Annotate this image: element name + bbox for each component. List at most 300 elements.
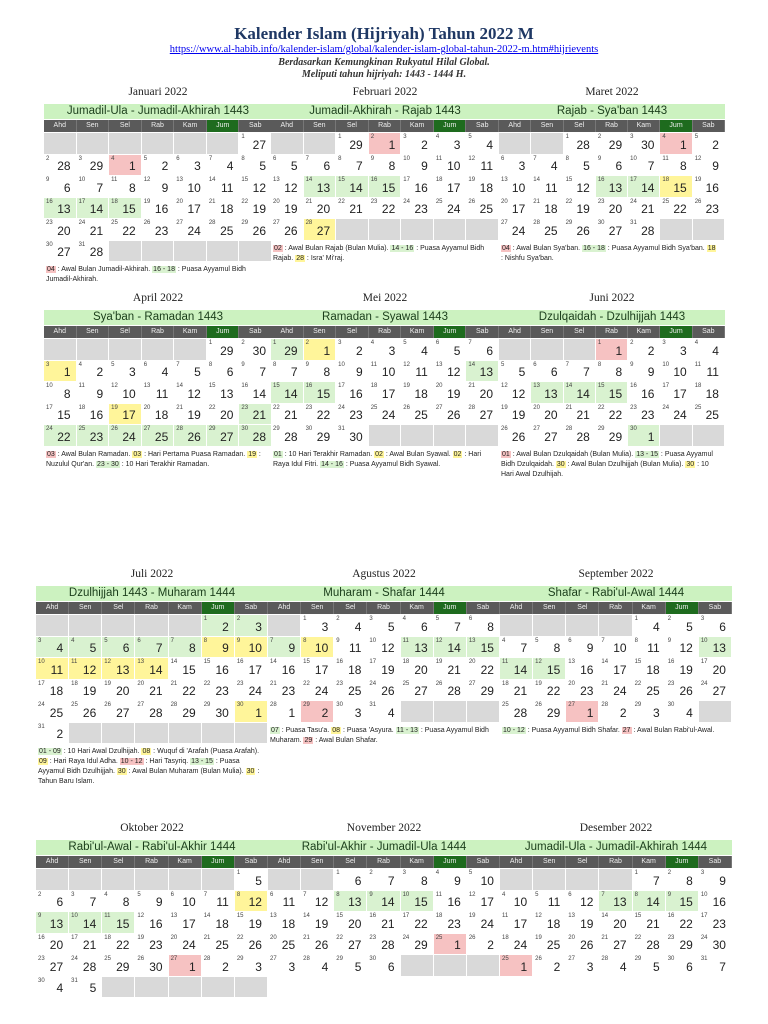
day-cell [531, 219, 563, 241]
hijri-day: 3 [129, 365, 136, 379]
hijri-day: 23 [281, 684, 296, 698]
gregorian-day: 30 [305, 426, 313, 432]
gregorian-day: 1 [336, 870, 340, 876]
day-cell [301, 955, 334, 977]
gregorian-day: 24 [402, 934, 410, 941]
gregorian-day: 26 [104, 702, 111, 708]
gregorian-day: 24 [71, 956, 78, 962]
gregorian-day: 25 [78, 426, 86, 432]
day-cell [235, 658, 268, 680]
gregorian-day: 15 [634, 659, 642, 665]
day-cell [169, 912, 202, 934]
hijri-day: 10 [673, 365, 687, 379]
day-cell [564, 133, 596, 155]
day-cell [633, 891, 666, 913]
hijri-day: 3 [586, 959, 594, 974]
day-cell [44, 382, 77, 404]
note-segment: : Awal Bulan Jumadil-Akhirah. [55, 266, 153, 273]
hijri-day: 5 [89, 641, 97, 655]
day-cell [77, 404, 110, 426]
gregorian-day: 16 [369, 913, 377, 919]
gregorian-day: 20 [568, 680, 575, 687]
hijri-day: 30 [149, 959, 163, 974]
hijri-day: 23 [580, 684, 594, 698]
hijri-day: 21 [447, 662, 461, 677]
day-cell [660, 404, 692, 426]
gregorian-day: 17 [700, 659, 708, 665]
day-cell [499, 198, 531, 220]
hijri-day: 13 [608, 180, 623, 195]
day-cell [566, 637, 599, 659]
hijri-day: 13 [316, 180, 331, 195]
weekday-label: Kam [628, 326, 660, 338]
gregorian-day: 21 [601, 934, 609, 941]
day-cell [301, 891, 334, 913]
hijri-day: 3 [653, 705, 660, 720]
gregorian-day: 11 [502, 659, 509, 665]
day-cell [235, 637, 268, 659]
day-cell [699, 912, 732, 934]
hijri-day: 26 [248, 938, 262, 952]
gregorian-day: 2 [38, 891, 42, 898]
empty-cell [271, 133, 304, 155]
hijri-day: 19 [284, 202, 298, 216]
hijri-day: 10 [480, 873, 494, 888]
gregorian-day: 21 [208, 198, 216, 205]
day-cell [699, 955, 732, 977]
hijri-day: 25 [154, 429, 169, 444]
day-cell [102, 680, 135, 702]
day-cell [174, 425, 207, 447]
hijri-day: 7 [653, 873, 660, 888]
day-cell [564, 176, 596, 198]
day-cell [466, 382, 499, 404]
empty-cell [466, 219, 499, 241]
day-cell [202, 680, 235, 702]
gregorian-day: 5 [403, 340, 407, 346]
day-cell [235, 701, 268, 723]
gregorian-day: 29 [208, 426, 216, 432]
weekday-header [44, 326, 272, 338]
note-segment: 13 - 15 [191, 758, 213, 765]
day-cell [336, 176, 369, 198]
note-segment: : Awal Bulan Sya'ban. [510, 244, 583, 252]
hijri-day: 26 [314, 938, 329, 952]
note-segment: 02 [274, 244, 282, 252]
weekday-label: Sen [77, 120, 110, 132]
hijri-day: 27 [348, 938, 362, 952]
hijri-day: 16 [215, 662, 229, 677]
day-cell [564, 404, 596, 426]
hijri-day: 14 [149, 662, 163, 677]
weekday-header [268, 856, 500, 868]
day-cell [499, 155, 531, 177]
day-cell [533, 934, 566, 956]
gregorian-day: 21 [305, 198, 313, 205]
note-segment: : Nishfu Sya'ban. [501, 254, 554, 262]
note-segment: 13 - 15 [636, 450, 658, 458]
hijri-day: 26 [82, 705, 97, 720]
hijri-day: 14 [349, 180, 363, 195]
day-cell [69, 891, 102, 913]
empty-cell [135, 723, 168, 745]
note-segment: : 10 Hari Awal Dzulhijah. [501, 460, 709, 478]
day-grid [499, 339, 725, 447]
hijri-day: 18 [705, 386, 719, 401]
weekday-label: Rab [599, 602, 632, 614]
gregorian-day: 3 [403, 134, 407, 140]
hijri-day: 16 [580, 662, 594, 677]
gregorian-day: 11 [71, 659, 78, 665]
day-cell [401, 934, 434, 956]
gregorian-day: 17 [700, 913, 708, 919]
day-cell [69, 912, 102, 934]
gregorian-day: 13 [435, 361, 443, 368]
hijri-day: 18 [544, 202, 558, 216]
empty-cell [566, 615, 599, 637]
hijri-day: 28 [641, 223, 655, 238]
month-name: Januari 2022 [128, 86, 188, 98]
gregorian-day: 11 [111, 177, 118, 183]
day-cell [334, 869, 367, 891]
day-cell [628, 425, 660, 447]
hijri-day: 11 [348, 641, 362, 655]
gregorian-day: 10 [700, 891, 708, 898]
hijri-day: 15 [414, 895, 428, 909]
note-segment: : Puasa Ayyamul Bidh Dzulhijjah. [38, 758, 240, 775]
weekday-label: Jum [666, 602, 699, 614]
month-block [271, 86, 499, 286]
day-cell [693, 361, 725, 383]
day-cell [533, 658, 566, 680]
hijri-day: 7 [387, 873, 395, 888]
day-cell [109, 361, 142, 383]
gregorian-day: 20 [468, 659, 476, 665]
day-cell [301, 637, 334, 659]
gregorian-day: 13 [176, 177, 183, 183]
hijri-day: 24 [381, 408, 396, 422]
weekday-label: Kam [401, 856, 434, 868]
weekday-label: Sel [564, 326, 596, 338]
note-segment: 01 - 09 [39, 748, 61, 755]
note-segment: 18 [707, 244, 716, 252]
weekday-label: Sen [304, 326, 337, 338]
hijri-day: 24 [511, 223, 526, 238]
day-cell [599, 658, 632, 680]
hijri-day: 3 [388, 343, 396, 358]
empty-cell [336, 219, 369, 241]
gregorian-day: 28 [601, 956, 609, 962]
weekday-label: Rab [142, 120, 175, 132]
gregorian-day: 26 [435, 680, 443, 687]
empty-cell [69, 723, 102, 745]
day-grid [44, 133, 272, 262]
day-cell [174, 361, 207, 383]
hijri-day: 2 [356, 343, 363, 358]
day-grid [36, 615, 268, 744]
day-cell [666, 637, 699, 659]
hijri-day: 12 [511, 386, 526, 401]
hijri-day: 9 [719, 873, 726, 888]
month-block [44, 86, 272, 286]
hijri-day: 7 [454, 619, 461, 634]
hijri-day: 27 [57, 245, 71, 259]
weekday-label: Rab [135, 602, 168, 614]
day-cell [271, 176, 304, 198]
day-cell [466, 133, 499, 155]
day-cell [207, 198, 240, 220]
gregorian-day: 2 [46, 155, 50, 162]
hijri-day: 26 [187, 429, 201, 444]
hijri-day: 18 [154, 408, 169, 422]
hijri-day: 27 [479, 408, 493, 422]
hijri-day: 11 [706, 365, 719, 379]
day-cell [367, 934, 400, 956]
day-cell [77, 382, 110, 404]
day-cell [135, 891, 168, 913]
day-grid [271, 339, 499, 447]
weekday-label: Kam [401, 326, 434, 338]
hijri-day: 17 [511, 202, 526, 216]
day-cell [304, 176, 337, 198]
day-grid [36, 869, 268, 998]
day-cell [693, 404, 725, 426]
hijri-day: 4 [321, 959, 329, 974]
weekday-header [44, 120, 272, 132]
empty-cell [434, 425, 467, 447]
gregorian-day: 13 [170, 913, 178, 919]
weekday-label: Jum [666, 856, 699, 868]
hijri-range: Dzulqaidah - Dzulhijjah 1443 [499, 310, 725, 325]
hijri-day: 9 [647, 365, 655, 379]
day-cell [69, 680, 102, 702]
gregorian-day: 10 [38, 659, 45, 665]
hijri-day: 23 [447, 916, 461, 931]
day-cell [599, 680, 632, 702]
hijri-day: 12 [447, 365, 461, 379]
gregorian-day: 9 [667, 891, 672, 898]
hijri-day: 25 [414, 408, 428, 422]
day-cell [69, 955, 102, 977]
hijri-day: 13 [613, 895, 627, 909]
gregorian-day: 8 [338, 155, 342, 162]
hijri-day: 4 [421, 343, 428, 358]
day-cell [666, 701, 699, 723]
gregorian-day: 15 [336, 913, 343, 919]
gregorian-day: 24 [403, 198, 410, 205]
day-cell [500, 955, 533, 977]
weekday-header [36, 602, 268, 614]
gregorian-day: 1 [597, 340, 602, 346]
hijri-day: 28 [57, 159, 71, 173]
hijri-day: 4 [712, 343, 719, 358]
weekday-label: Sel [336, 326, 369, 338]
day-cell [434, 934, 467, 956]
gregorian-day: 21 [533, 198, 540, 205]
month-name: Maret 2022 [585, 86, 639, 98]
weekday-label: Sab [239, 326, 272, 338]
weekday-label: Sel [334, 856, 367, 868]
gregorian-day: 17 [630, 177, 637, 183]
day-cell [467, 680, 500, 702]
day-cell [666, 912, 699, 934]
gregorian-day: 28 [208, 220, 216, 226]
day-grid [500, 615, 732, 723]
day-cell [36, 701, 69, 723]
day-cell [109, 155, 142, 177]
hijri-day: 20 [712, 662, 726, 677]
empty-cell [434, 219, 467, 241]
gregorian-day: 15 [273, 383, 280, 389]
gregorian-day: 7 [208, 155, 213, 162]
note-segment: : Puasa Ayyamul Bidh Sya'ban. [605, 244, 707, 252]
weekday-label: Ahd [271, 326, 304, 338]
hijri-day: 1 [129, 159, 136, 173]
gregorian-day: 6 [468, 616, 473, 622]
note-segment: 10 - 12 [503, 726, 525, 734]
source-link[interactable]: https://www.al-habib.info/kalender-islam/global/kalender-islam-global-tahun-2022-m.htm#hijrievents [169, 44, 599, 55]
hijri-day: 6 [550, 365, 558, 379]
gregorian-day: 10 [338, 361, 345, 368]
note-segment: : 10 Hari Terakhir Ramadan. [282, 450, 375, 458]
note-segment: 30 [246, 768, 255, 775]
hijri-day: 11 [415, 365, 428, 379]
day-cell [596, 361, 628, 383]
day-cell [336, 404, 369, 426]
month-block [499, 292, 725, 492]
gregorian-day: 4 [111, 155, 115, 162]
weekday-header [271, 326, 499, 338]
gregorian-day: 4 [662, 134, 666, 140]
day-cell [566, 680, 599, 702]
empty-cell [401, 701, 434, 723]
gregorian-day: 18 [502, 680, 509, 687]
hijri-day: 30 [215, 705, 229, 720]
month-name: April 2022 [132, 292, 184, 304]
day-cell [169, 701, 202, 723]
note-segment: : 10 Hari Terakhir Ramadan. [119, 460, 210, 468]
day-cell [533, 680, 566, 702]
hijri-day: 14 [89, 202, 104, 216]
hijri-day: 23 [149, 938, 163, 952]
gregorian-day: 4 [71, 637, 75, 644]
day-cell [301, 658, 334, 680]
day-cell [239, 198, 272, 220]
hijri-day: 20 [49, 938, 64, 952]
day-cell [77, 176, 110, 198]
hijri-day: 16 [705, 180, 719, 195]
weekday-label: Rab [135, 856, 168, 868]
hijri-day: 13 [57, 202, 71, 216]
empty-cell [434, 955, 467, 977]
day-cell [207, 404, 240, 426]
month-name: Desember 2022 [579, 822, 653, 834]
empty-cell [202, 869, 235, 891]
day-cell [660, 176, 692, 198]
hijri-day: 10 [187, 180, 201, 195]
month-name: November 2022 [346, 822, 422, 834]
hijri-day: 19 [252, 202, 266, 216]
hijri-day: 15 [57, 408, 71, 422]
gregorian-day: 4 [402, 616, 406, 622]
gregorian-day: 3 [46, 361, 50, 368]
day-cell [301, 912, 334, 934]
gregorian-day: 18 [435, 177, 443, 183]
hijri-day: 27 [414, 684, 428, 698]
gregorian-day: 5 [535, 891, 539, 898]
gregorian-day: 4 [78, 361, 82, 368]
day-cell [69, 658, 102, 680]
hijri-day: 27 [544, 429, 558, 444]
gregorian-day: 1 [565, 134, 569, 140]
gregorian-day: 3 [38, 637, 42, 644]
gregorian-day: 28 [565, 426, 573, 432]
day-cell [369, 155, 402, 177]
weekday-label: Sab [699, 602, 732, 614]
empty-cell [44, 339, 77, 361]
note-segment: : Puasa Ayyamul Bidh Jumadil-Akhirah. [46, 266, 246, 283]
empty-cell [77, 133, 110, 155]
hijri-day: 10 [447, 159, 461, 173]
hijri-day: 30 [712, 938, 726, 952]
hijri-day: 17 [513, 916, 528, 931]
hijri-day: 21 [349, 202, 363, 216]
day-cell [44, 361, 77, 383]
hijri-day: 24 [480, 916, 494, 931]
gregorian-day: 15 [303, 659, 310, 665]
hijri-day: 23 [414, 202, 428, 216]
hijri-day: 1 [454, 938, 461, 952]
day-cell [235, 869, 268, 891]
hijri-day: 6 [486, 343, 493, 358]
gregorian-day: 16 [597, 177, 605, 183]
gregorian-day: 1 [236, 870, 241, 876]
day-cell [334, 934, 367, 956]
gregorian-day: 14 [601, 913, 609, 919]
weekday-label: Sel [566, 856, 599, 868]
hijri-day: 5 [653, 959, 660, 974]
hijri-day: 19 [511, 408, 526, 422]
hijri-day: 29 [182, 705, 196, 720]
empty-cell [135, 615, 168, 637]
hijri-day: 13 [712, 641, 726, 655]
hijri-day: 8 [323, 365, 331, 379]
weekday-label: Rab [596, 326, 628, 338]
gregorian-day: 25 [104, 956, 111, 962]
gregorian-day: 6 [170, 891, 174, 898]
hijri-day: 2 [553, 959, 561, 974]
note-segment: : Puasa 'Asyura. [341, 726, 396, 734]
gregorian-day: 15 [565, 177, 573, 183]
hijri-range: Jumadil-Akhirah - Rajab 1443 [271, 104, 499, 119]
day-cell [531, 176, 563, 198]
hijri-day: 17 [187, 202, 201, 216]
day-cell [235, 891, 268, 913]
day-cell [500, 891, 533, 913]
day-cell [334, 637, 367, 659]
empty-cell [467, 701, 500, 723]
day-cell [304, 404, 337, 426]
gregorian-day: 18 [71, 680, 78, 687]
empty-cell [142, 241, 175, 263]
day-cell [434, 339, 467, 361]
gregorian-day: 20 [568, 934, 575, 941]
day-cell [666, 891, 699, 913]
hijri-day: 1 [388, 137, 396, 152]
hijri-range: Rabi'ul-Awal - Rabi'ul-Akhir 1444 [36, 840, 268, 855]
day-cell [369, 339, 402, 361]
gregorian-day: 6 [533, 361, 537, 368]
